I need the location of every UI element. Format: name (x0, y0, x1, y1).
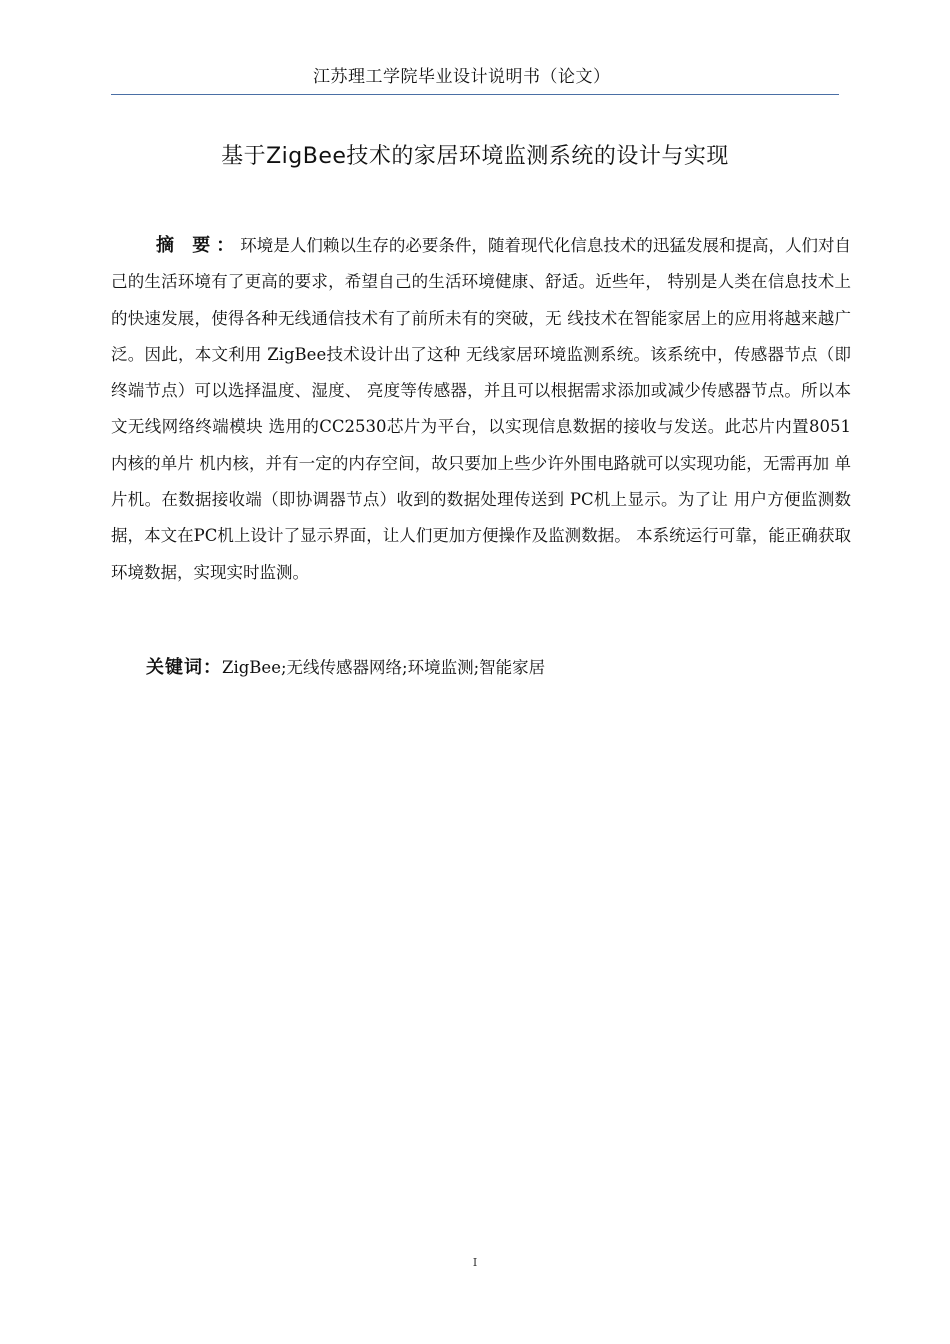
abstract-paragraph (111, 228, 851, 591)
keywords-label: 关键词： (146, 657, 222, 678)
running-header: 江苏理工学院毕业设计说明书（论文） (313, 67, 611, 87)
keywords-line (146, 651, 846, 685)
header-divider (111, 94, 839, 95)
abstract-label: 摘 要： (156, 235, 241, 256)
page-number: I (472, 1256, 478, 1269)
abstract-body: 环境是人们赖以生存的必要条件，随着现代化信息技术的迅猛发展和提高，人们对自己的生活环境有了更高的要求，希望自己的生活环境健康、舒适。近些年， 特别是人类在信息技术上的快速发展，使得各种无线通信技术有了前所未有的突破，无 线技术在智能家居上的应用将越来越广泛。因此，本文利用 ZigBee技术设计出了这种 无线家居环境监测系统。该系统中，传感器节点（即终端节点）可以选择温度、湿度、 亮度等传感器，并且可以根据需求添加或减少传感器节点。所以本文无线网络终端模块 选用的CC2530芯片为平台，以实现信息数据的接收与发送。此芯片内置8051内核的单片 机内核，并有一定的内存空间，故只要加上些少许外围电路就可以实现功能，无需再加 单片机。在数据接收端（即协调器节点）收到的数据处理传送到 PC机上显示。为了让 用户方便监测数据，本文在PC机上设计了显示界面，让人们更加方便操作及监测数据。 本系统运行可靠，能正确获取环境数据，实现实时监测。 (111, 236, 851, 582)
keywords-body: ZigBee;无线传感器网络;环境监测;智能家居 (222, 658, 546, 677)
thesis-title: 基于ZigBee技术的家居环境监测系统的设计与实现 (221, 144, 729, 169)
